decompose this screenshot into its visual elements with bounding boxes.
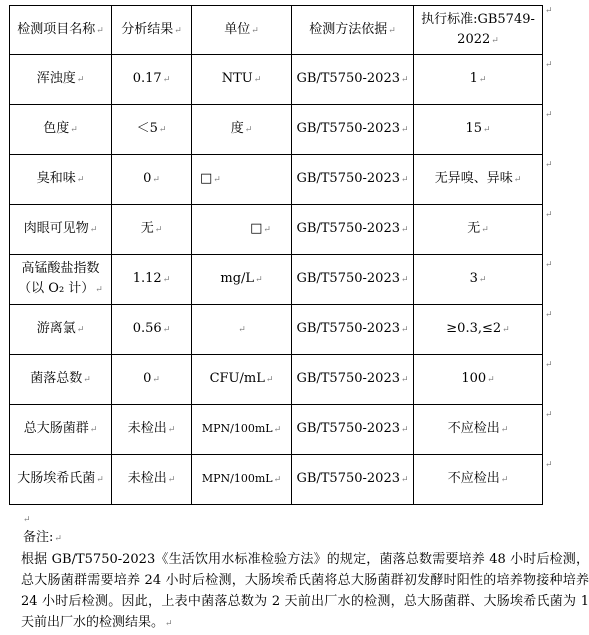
- cell-standard: 100↵: [414, 355, 543, 405]
- cell-method: GB/T5750-2023↵: [292, 355, 414, 405]
- cell-result: 1.12↵: [112, 255, 192, 305]
- cell-standard: 3↵: [414, 255, 543, 305]
- header-item-name: 检测项目名称↵: [10, 6, 112, 55]
- cell-method: GB/T5750-2023↵: [292, 455, 414, 505]
- header-standard: 执行标准:GB5749-2022↵: [414, 6, 543, 55]
- header-unit: 单位↵: [192, 6, 292, 55]
- paragraph-mark-icon: ↵: [545, 260, 553, 270]
- table-header-row: [10, 6, 543, 55]
- cell-standard: 无异嗅、异味↵: [414, 155, 543, 205]
- cell-item: 大肠埃希氏菌↵: [10, 455, 112, 505]
- cell-unit: CFU/mL↵: [192, 355, 292, 405]
- paragraph-mark-icon: ↵: [545, 410, 553, 420]
- cell-result: 0.17↵: [112, 55, 192, 105]
- cell-standard: 无↵: [414, 205, 543, 255]
- table-row: [10, 205, 543, 255]
- header-method: 检测方法依据↵: [292, 6, 414, 55]
- cell-standard: 不应检出↵: [414, 455, 543, 505]
- cell-method: GB/T5750-2023↵: [292, 255, 414, 305]
- cell-item: 浑浊度↵: [10, 55, 112, 105]
- cell-item: 高锰酸盐指数（以 O₂ 计）↵: [10, 255, 112, 305]
- cell-result: 0.56↵: [112, 305, 192, 355]
- cell-unit: MPN/100mL↵: [192, 405, 292, 455]
- table-row: [10, 155, 543, 205]
- cell-method: GB/T5750-2023↵: [292, 105, 414, 155]
- table-row: [10, 305, 543, 355]
- cell-method: GB/T5750-2023↵: [292, 205, 414, 255]
- cell-unit: mg/L↵: [192, 255, 292, 305]
- cell-result: 未检出↵: [112, 455, 192, 505]
- cell-item: 总大肠菌群↵: [10, 405, 112, 455]
- paragraph-mark-icon: ↵: [545, 460, 553, 470]
- table-row: [10, 355, 543, 405]
- cell-item: 游离氯↵: [10, 305, 112, 355]
- cell-method: GB/T5750-2023↵: [292, 305, 414, 355]
- table-row: [10, 455, 543, 505]
- cell-item: 菌落总数↵: [10, 355, 112, 405]
- paragraph-mark-icon: ↵: [545, 60, 553, 70]
- cell-result: ＜5↵: [112, 105, 192, 155]
- header-result: 分析结果↵: [112, 6, 192, 55]
- cell-standard: 不应检出↵: [414, 405, 543, 455]
- cell-unit: 度↵: [192, 105, 292, 155]
- placeholder-box-icon: □: [250, 221, 263, 236]
- placeholder-box-icon: □: [200, 171, 213, 186]
- cell-standard: 1↵: [414, 55, 543, 105]
- notes-label: 备注:↵: [23, 530, 62, 545]
- notes-body: 根据 GB/T5750-2023《生活饮用水标准检验方法》的规定，菌落总数需要培养 48 小时后检测，总大肠菌群需要培养 24 小时后检测，大肠埃希氏菌将总大肠菌群初发酵时阳性的培养物接种培养 24 小时后检测。因此，上表中菌落总数为 2 天前出厂水的检测，总大肠菌群、大肠埃希氏菌为 1 天前出厂水的检测结果。↵: [21, 552, 589, 630]
- table-row: [10, 55, 543, 105]
- table-row: [10, 255, 543, 305]
- paragraph-mark-icon: ↵: [545, 310, 553, 320]
- paragraph-mark-icon: ↵: [545, 210, 553, 220]
- paragraph-mark-icon: ↵: [545, 360, 553, 370]
- cell-unit: ↵: [192, 305, 292, 355]
- cell-item: 色度↵: [10, 105, 112, 155]
- paragraph-mark-icon: ↵: [545, 110, 553, 120]
- cell-standard: 15↵: [414, 105, 543, 155]
- table-row: [10, 105, 543, 155]
- paragraph-mark-icon: ↵: [23, 515, 31, 525]
- cell-method: GB/T5750-2023↵: [292, 405, 414, 455]
- cell-method: GB/T5750-2023↵: [292, 55, 414, 105]
- water-quality-table: [9, 5, 543, 505]
- paragraph-mark-icon: ↵: [545, 6, 553, 16]
- cell-method: GB/T5750-2023↵: [292, 155, 414, 205]
- paragraph-mark-icon: ↵: [545, 160, 553, 170]
- cell-unit: NTU↵: [192, 55, 292, 105]
- cell-unit: □↵: [192, 205, 292, 255]
- cell-item: 臭和味↵: [10, 155, 112, 205]
- cell-result: 0↵: [112, 355, 192, 405]
- cell-result: 0↵: [112, 155, 192, 205]
- cell-standard: ≥0.3,≤2↵: [414, 305, 543, 355]
- cell-result: 无↵: [112, 205, 192, 255]
- cell-unit: MPN/100mL↵: [192, 455, 292, 505]
- cell-unit: □↵: [192, 155, 292, 205]
- table-row: [10, 405, 543, 455]
- notes-section: [23, 513, 589, 635]
- cell-item: 肉眼可见物↵: [10, 205, 112, 255]
- cell-result: 未检出↵: [112, 405, 192, 455]
